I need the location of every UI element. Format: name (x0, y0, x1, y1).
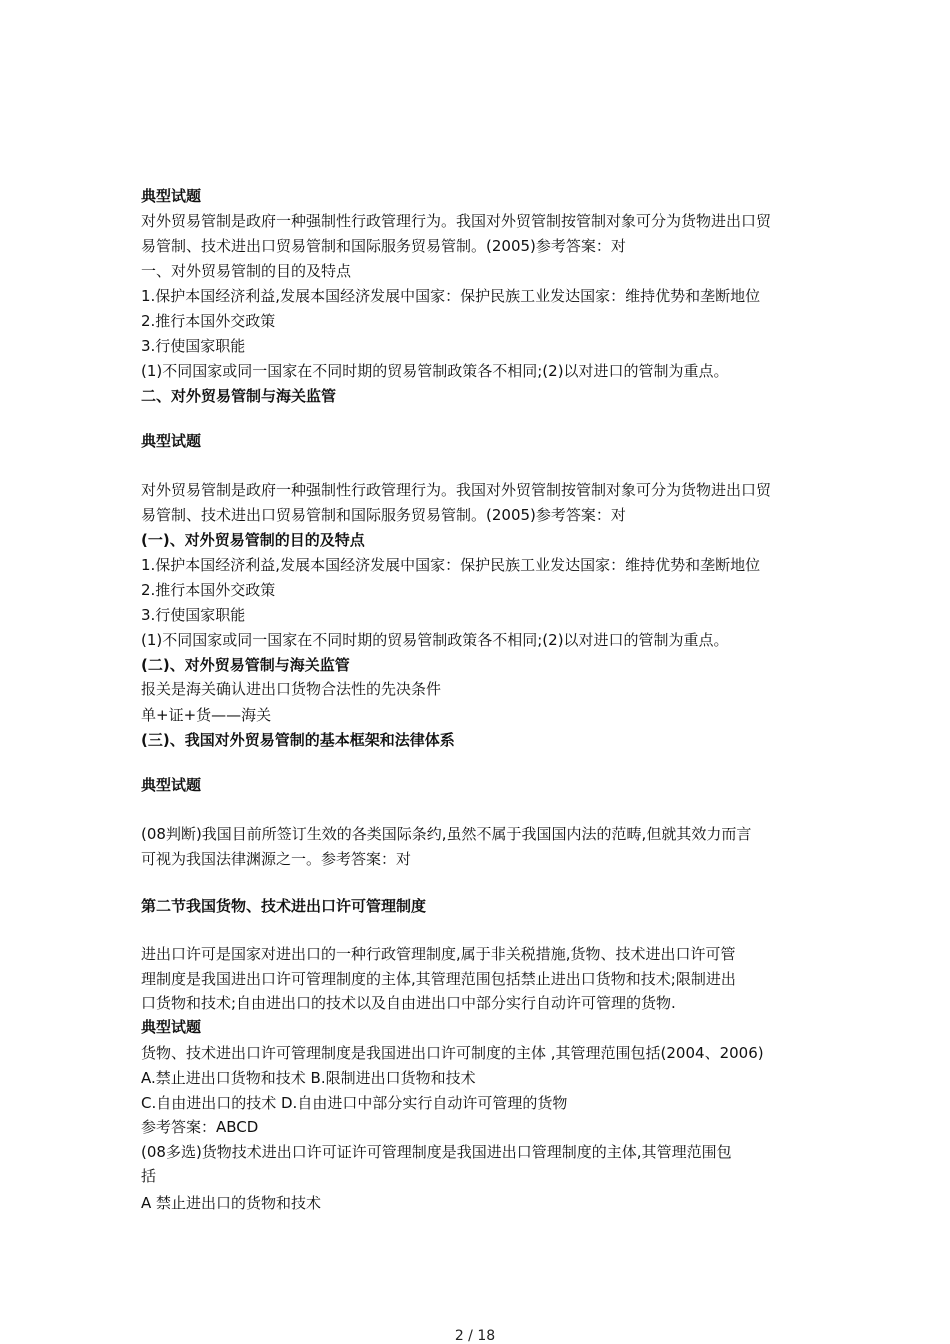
paragraph-line: 3.行使国家职能 (141, 606, 246, 624)
heading-typical-question: 典型试题 (141, 1018, 202, 1036)
paragraph-line: 2.推行本国外交政策 (141, 581, 276, 599)
paragraph-line: (1)不同国家或同一国家在不同时期的贸易管制政策各不相同;(2)以对进口的管制为重点。 (141, 362, 729, 380)
question-line: 括 (141, 1167, 157, 1185)
heading-typical-question: 典型试题 (141, 187, 202, 205)
heading-typical-question: 典型试题 (141, 776, 202, 794)
reference-answer: 参考答案：ABCD (141, 1118, 259, 1136)
paragraph-line: 可视为我国法律渊源之一。参考答案：对 (141, 850, 412, 868)
section-heading: 一、对外贸易管制的目的及特点 (141, 262, 352, 280)
section-heading: (三)、我国对外贸易管制的基本框架和法律体系 (141, 731, 455, 749)
paragraph-line: 3.行使国家职能 (141, 337, 246, 355)
section-heading: (一)、对外贸易管制的目的及特点 (141, 531, 365, 549)
paragraph-line: 口货物和技术;自由进出口的技术以及自由进出口中部分实行自动许可管理的货物. (141, 994, 676, 1012)
paragraph-line: 理制度是我国进出口许可管理制度的主体,其管理范围包括禁止进出口货物和技术;限制进出 (141, 970, 736, 988)
page-number: 2 / 18 (454, 1328, 496, 1344)
paragraph-line: 易管制、技术进出口贸易管制和国际服务贸易管制。(2005)参考答案：对 (141, 237, 626, 255)
section-heading: (二)、对外贸易管制与海关监管 (141, 656, 350, 674)
paragraph-line: 单+证+货——海关 (141, 706, 272, 724)
paragraph-line: 进出口许可是国家对进出口的一种行政管理制度,属于非关税措施,货物、技术进出口许可管 (141, 945, 736, 963)
paragraph-line: 对外贸易管制是政府一种强制性行政管理行为。我国对外贸管制按管制对象可分为货物进出口贸 (141, 481, 772, 499)
paragraph-line: 1.保护本国经济利益,发展本国经济发展中国家：保护民族工业发达国家：维持优势和垄断地位 (141, 287, 761, 305)
section-heading: 二、对外贸易管制与海关监管 (141, 387, 337, 405)
paragraph-line: 易管制、技术进出口贸易管制和国际服务贸易管制。(2005)参考答案：对 (141, 506, 626, 524)
heading-typical-question: 典型试题 (141, 432, 202, 450)
question-line: (08多选)货物技术进出口许可证许可管理制度是我国进出口管理制度的主体,其管理范围包 (141, 1143, 732, 1161)
paragraph-line: 对外贸易管制是政府一种强制性行政管理行为。我国对外贸管制按管制对象可分为货物进出口贸 (141, 212, 772, 230)
paragraph-line: 1.保护本国经济利益,发展本国经济发展中国家：保护民族工业发达国家：维持优势和垄断地位 (141, 556, 761, 574)
paragraph-line: (08判断)我国目前所签订生效的各类国际条约,虽然不属于我国国内法的范畴,但就其效力而言 (141, 825, 752, 843)
chapter-heading: 第二节我国货物、技术进出口许可管理制度 (141, 897, 427, 915)
paragraph-line: 2.推行本国外交政策 (141, 312, 276, 330)
question-line: 货物、技术进出口许可管理制度是我国进出口许可制度的主体 ,其管理范围包括(2004、2006) (141, 1044, 764, 1062)
answer-option-line: A.禁止进出口货物和技术 B.限制进出口货物和技术 (141, 1069, 476, 1087)
paragraph-line: (1)不同国家或同一国家在不同时期的贸易管制政策各不相同;(2)以对进口的管制为重点。 (141, 631, 729, 649)
answer-option-line: A 禁止进出口的货物和技术 (141, 1194, 322, 1212)
answer-option-line: C.自由进出口的技术 D.自由进口中部分实行自动许可管理的货物 (141, 1094, 568, 1112)
paragraph-line: 报关是海关确认进出口货物合法性的先决条件 (141, 680, 442, 698)
